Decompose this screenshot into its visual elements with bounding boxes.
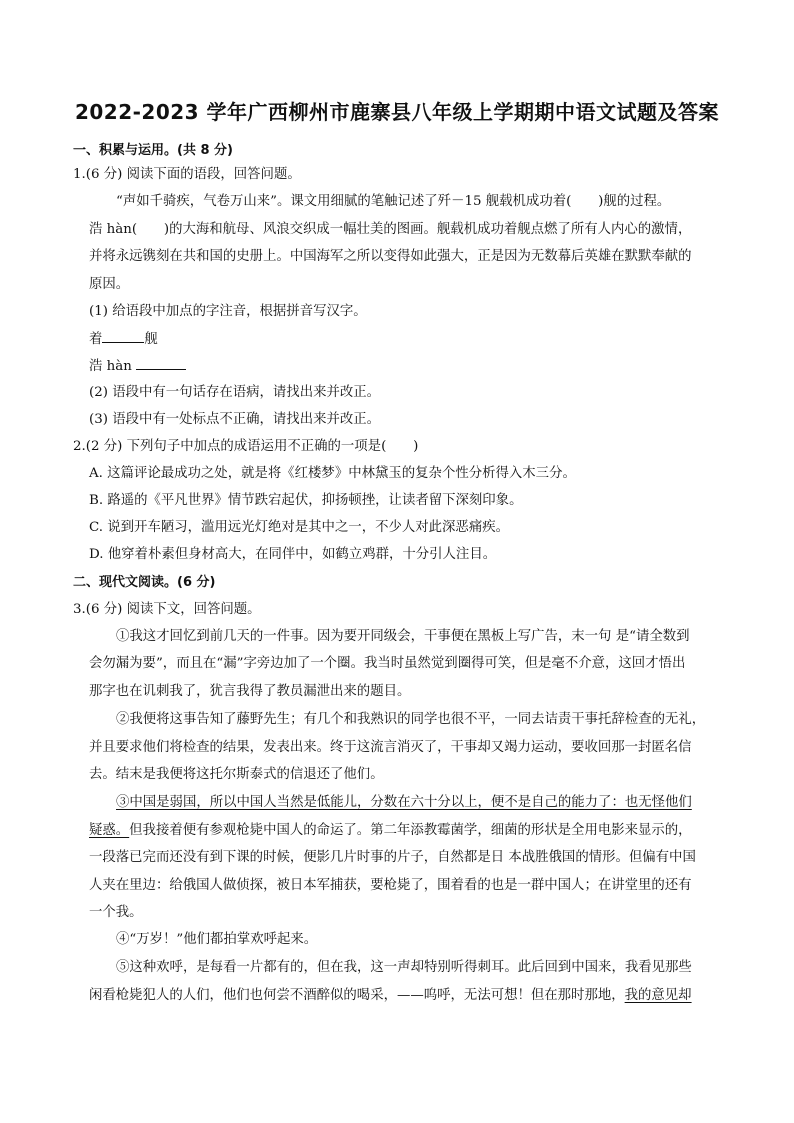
blank-prefix: 浩 hàn	[89, 359, 132, 374]
answer-blank[interactable]	[136, 357, 186, 370]
q1-subquestion-2: (2) 语段中有一句话存在语病，请找出来并改正。	[89, 385, 381, 400]
q1-subquestion-1: (1) 给语段中加点的字注音，根据拼音写汉字。	[89, 304, 367, 319]
blank-suffix: 舰	[144, 332, 158, 347]
q1-paragraph-line: 原因。	[89, 277, 130, 292]
reading-paragraph-line: 一段落已完而还没有到下课的时候，便影几片时事的片子，自然都是日 本战胜俄国的情形。但偏有中国	[89, 850, 696, 865]
section-heading-1: 一、积累与运用。(共 8 分)	[73, 143, 233, 158]
reading-paragraph-line: ②我便将这事告知了藤野先生；有几个和我熟识的同学也很不平，一同去诘责干事托辞检查的无礼，	[116, 712, 706, 727]
underlined-phrase: 我的意见却	[624, 988, 692, 1003]
q2-option-d: D. 他穿着朴素但身材高大，在同伴中，如鹤立鸡群，十分引人注目。	[89, 547, 497, 562]
q2-option-b: B. 路遥的《平凡世界》情节跌宕起伏，抑扬顿挫，让读者留下深刻印象。	[89, 493, 523, 508]
q1-answer-blank-1	[89, 330, 158, 349]
q1-subquestion-3: (3) 语段中有一处标点不正确，请找出来并改正。	[89, 412, 381, 427]
reading-paragraph-line	[89, 987, 692, 1005]
reading-paragraph-line: 人夹在里边：给俄国人做侦探，被日本军捕获，要枪毙了，围着看的也是一群中国人；在讲堂里的还有	[89, 878, 692, 893]
reading-text: 闲看枪毙犯人的人们，他们也何尝不酒醉似的喝采，——呜呼，无法可想！但在那时那地，	[89, 988, 625, 1003]
reading-paragraph-line: 并且要求他们将检查的结果，发表出来。终于这流言消灭了，干事却又竭力运动，要收回那一封匿名信	[89, 740, 692, 755]
reading-paragraph-line: ①我这才回忆到前几天的一件事。因为要开同级会，干事便在黑板上写广告，末一句 是“请全数到	[116, 629, 690, 644]
q2-option-a: A. 这篇评论最成功之处，就是将《红楼梦》中林黛玉的复杂个性分析得入木三分。	[89, 466, 576, 481]
answer-blank[interactable]	[102, 330, 144, 343]
question-3-stem: 3.(6 分) 阅读下文，回答问题。	[73, 602, 261, 617]
q2-option-c: C. 说到开车陋习，滥用远光灯绝对是其中之一，不少人对此深恶痛疾。	[89, 520, 509, 535]
reading-paragraph-line: 会勿漏为要”，而且在“漏”字旁边加了一个圈。我当时虽然觉到圈得可笑，但是毫不介意，这回才悟出	[89, 656, 686, 671]
page-title: 2022-2023 学年广西柳州市鹿寨县八年级上学期期中语文试题及答案	[74, 100, 720, 124]
underlined-sentence: ③中国是弱国，所以中国人当然是低能儿，分数在六十分以上，便不是自己的能力了：也无怪他们	[116, 795, 692, 810]
section-heading-2: 二、现代文阅读。(6 分)	[73, 575, 216, 590]
reading-text: 但我接着便有参观枪毙中国人的命运了。第二年添教霉菌学，细菌的形状是全用电影来显示的，	[129, 823, 692, 838]
reading-paragraph-line: ④“万岁！”他们都拍掌欢呼起来。	[116, 932, 318, 947]
reading-paragraph-line: ⑤这种欢呼，是每看一片都有的，但在我，这一声却特别听得刺耳。此后回到中国来，我看见那些	[116, 960, 692, 975]
reading-paragraph-line: 一个我。	[89, 905, 143, 920]
q1-answer-blank-2	[89, 357, 186, 376]
reading-paragraph-line	[89, 822, 692, 840]
question-2-stem: 2.(2 分) 下列句子中加点的成语运用不正确的一项是( )	[73, 439, 419, 454]
q1-paragraph-line: 浩 hàn( )的大海和航母、风浪交织成一幅壮美的图画。舰载机成功着舰点燃了所有人内心的激情，	[89, 222, 692, 237]
reading-paragraph-line: 那字也在讥刺我了，犹言我得了教员漏泄出来的题目。	[89, 684, 411, 699]
reading-paragraph-line: 去。结末是我便将这托尔斯泰式的信退还了他们。	[89, 767, 384, 782]
question-1-stem: 1.(6 分) 阅读下面的语段，回答问题。	[73, 167, 301, 182]
q1-paragraph-line: 并将永远镌刻在共和国的史册上。中国海军之所以变得如此强大，正是因为无数幕后英雄在默默奉献的	[89, 249, 692, 264]
blank-prefix: 着	[89, 332, 103, 347]
q1-paragraph-line: “声如千骑疾，气卷万山来”。课文用细腻的笔触记述了歼－15 舰载机成功着( )舰的过程。	[116, 194, 671, 209]
underlined-sentence-end: 疑惑。	[89, 823, 130, 838]
